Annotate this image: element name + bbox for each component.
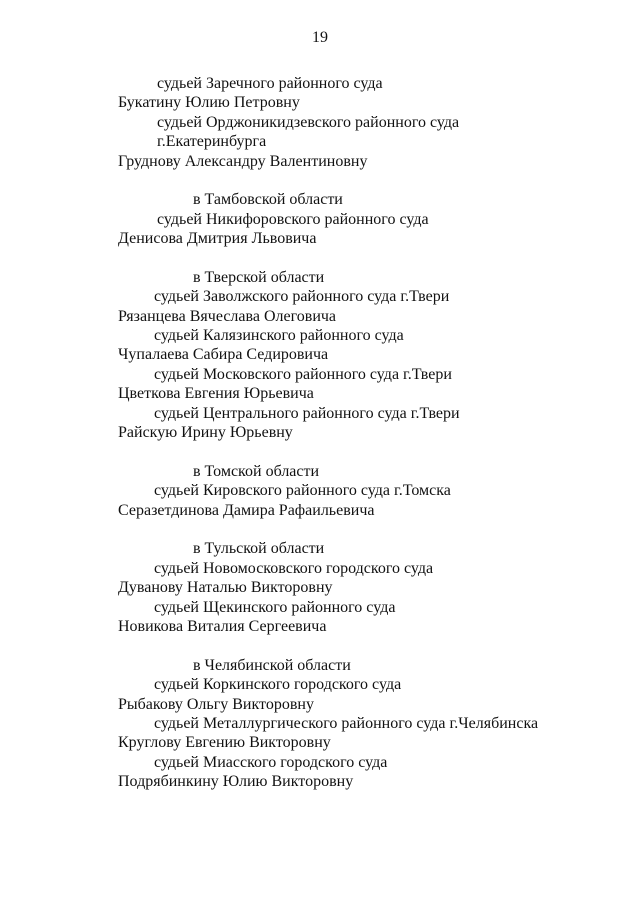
court-position: судьей Щекинского районного суда xyxy=(154,598,396,616)
judge-name: Дуванову Наталью Викторовну xyxy=(118,579,333,597)
judge-name: Чупалаева Сабира Седировича xyxy=(118,346,329,364)
judge-name: Рыбакову Ольгу Викторовну xyxy=(118,695,314,713)
court-position: судьей Новомосковского городского суда xyxy=(154,559,434,577)
court-position: судьей Московского районного суда г.Твери xyxy=(154,365,452,383)
court-position: г.Екатеринбурга xyxy=(157,133,267,151)
court-position: судьей Коркинского городского суда xyxy=(154,676,402,694)
section-spacer xyxy=(0,520,640,539)
court-position: судьей Миасского городского суда xyxy=(154,753,388,771)
region-heading: в Тульской области xyxy=(193,540,325,558)
court-position: судьей Заволжского районного суда г.Твери xyxy=(154,288,450,306)
judge-name: Денисова Дмитрия Львовича xyxy=(118,230,317,248)
court-position: судьей Кировского районного суда г.Томска xyxy=(154,482,451,500)
court-position: судьей Металлургического районного суда г.Челябинска xyxy=(154,714,539,732)
judge-name: Круглову Евгению Викторовну xyxy=(118,734,331,752)
judge-name: Груднову Александру Валентиновну xyxy=(118,152,368,170)
court-position: судьей Калязинского районного суда xyxy=(154,327,404,345)
section-spacer xyxy=(0,442,640,461)
appointment-list xyxy=(0,74,640,791)
section-spacer xyxy=(0,636,640,655)
judge-name: Подрябинкину Юлию Викторовну xyxy=(118,773,354,791)
judge-name: Серазетдинова Дамира Рафаильевича xyxy=(118,501,375,519)
judge-name: Новикова Виталия Сергеевича xyxy=(118,617,327,635)
court-position: судьей Орджоникидзевского районного суда xyxy=(157,113,460,131)
court-position: судьей Заречного районного суда xyxy=(157,75,383,92)
region-heading: в Челябинской области xyxy=(193,656,351,674)
section-spacer xyxy=(0,171,640,190)
judge-name: Букатину Юлию Петровну xyxy=(118,94,300,112)
judge-name: Райскую Ирину Юрьевну xyxy=(118,424,293,442)
page-number: 19 xyxy=(312,29,328,46)
judge-name: Цветкова Евгения Юрьевича xyxy=(118,385,314,403)
region-heading: в Тверской области xyxy=(193,268,325,286)
court-position: судьей Никифоровского районного суда xyxy=(157,210,429,228)
region-heading: в Томской области xyxy=(193,462,320,480)
court-position: судьей Центрального районного суда г.Твери xyxy=(154,404,460,422)
judge-name: Рязанцева Вячеслава Олеговича xyxy=(118,307,337,325)
region-heading: в Тамбовской области xyxy=(193,191,343,209)
section-spacer xyxy=(0,249,640,268)
